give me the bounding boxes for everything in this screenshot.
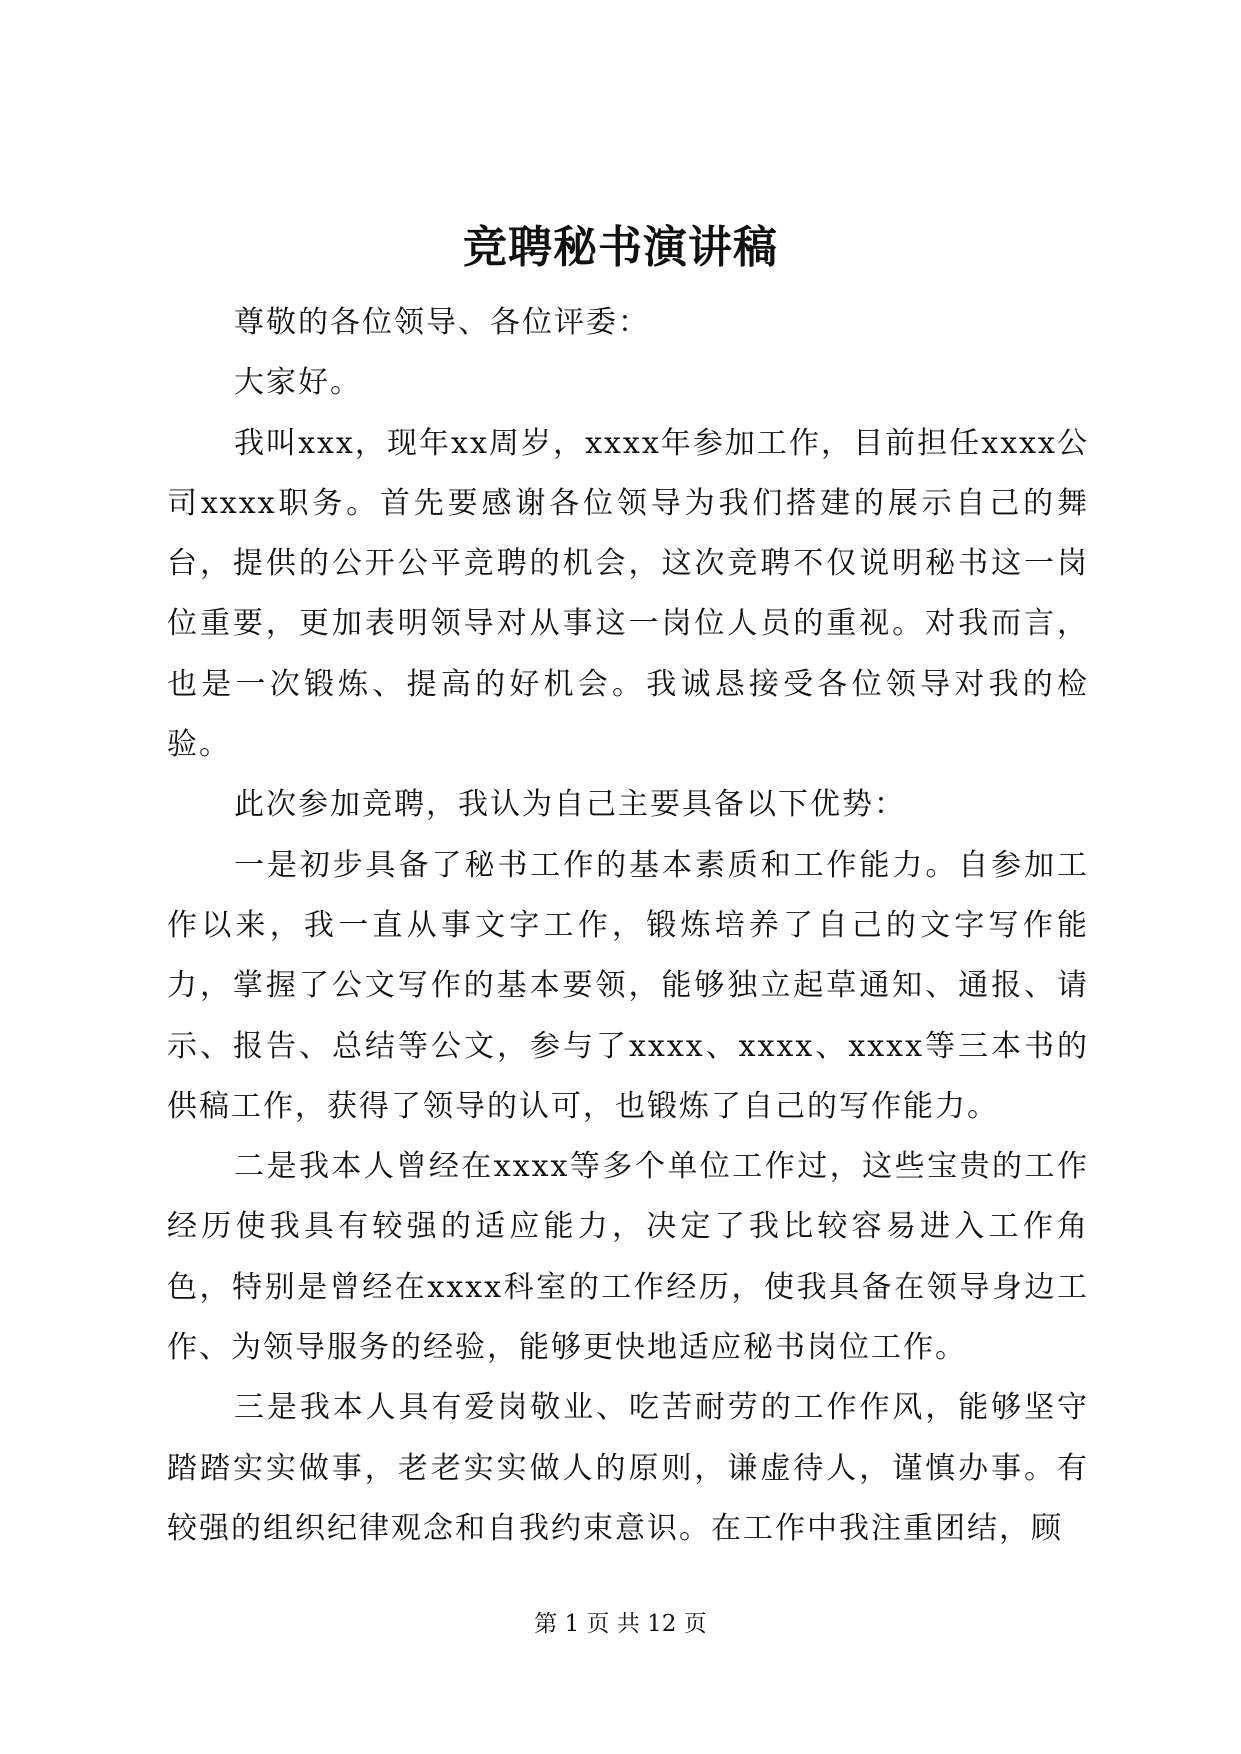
document-body	[167, 293, 1089, 1559]
body-paragraph: 一是初步具备了秘书工作的基本素质和工作能力。自参加工作以来，我一直从事文字工作，锻炼培养了自己的文字写作能力，掌握了公文写作的基本要领，能够独立起草通知、通报、请示、报告、总结等公文，参与了xxxx、xxxx、xxxx等三本书的供稿工作，获得了领导的认可，也锻炼了自己的写作能力。	[167, 847, 1089, 1124]
greeting: 大家好。	[234, 365, 362, 401]
body-paragraph: 此次参加竞聘，我认为自己主要具备以下优势：	[234, 787, 906, 823]
document-title: 竞聘秘书演讲稿	[463, 222, 778, 273]
body-paragraph: 三是我本人具有爱岗敬业、吃苦耐劳的工作作风，能够坚守踏踏实实做事，老老实实做人的原则，谦虚待人，谨慎办事。有较强的组织纪律观念和自我约束意识。在工作中我注重团结，顾	[167, 1390, 1089, 1546]
salutation: 尊敬的各位领导、各位评委：	[234, 305, 650, 340]
body-paragraph: 我叫xxx，现年xx周岁，xxxx年参加工作，目前担任xxxx公司xxxx职务。首先要感谢各位领导为我们搭建的展示自己的舞台，提供的公开公平竞聘的机会，这次竞聘不仅说明秘书这一岗位重要，更加表明领导对从事这一岗位人员的重视。对我而言，也是一次锻炼、提高的好机会。我诚恳接受各位领导对我的检验。	[167, 425, 1089, 763]
body-paragraph: 二是我本人曾经在xxxx等多个单位工作过，这些宝贵的工作经历使我具有较强的适应能力，决定了我比较容易进入工作角色，特别是曾经在xxxx科室的工作经历，使我具备在领导身边工作、为领导服务的经验，能够更快地适应秘书岗位工作。	[167, 1149, 1089, 1366]
page-number-footer: 第 1 页 共 12 页	[534, 1611, 707, 1637]
